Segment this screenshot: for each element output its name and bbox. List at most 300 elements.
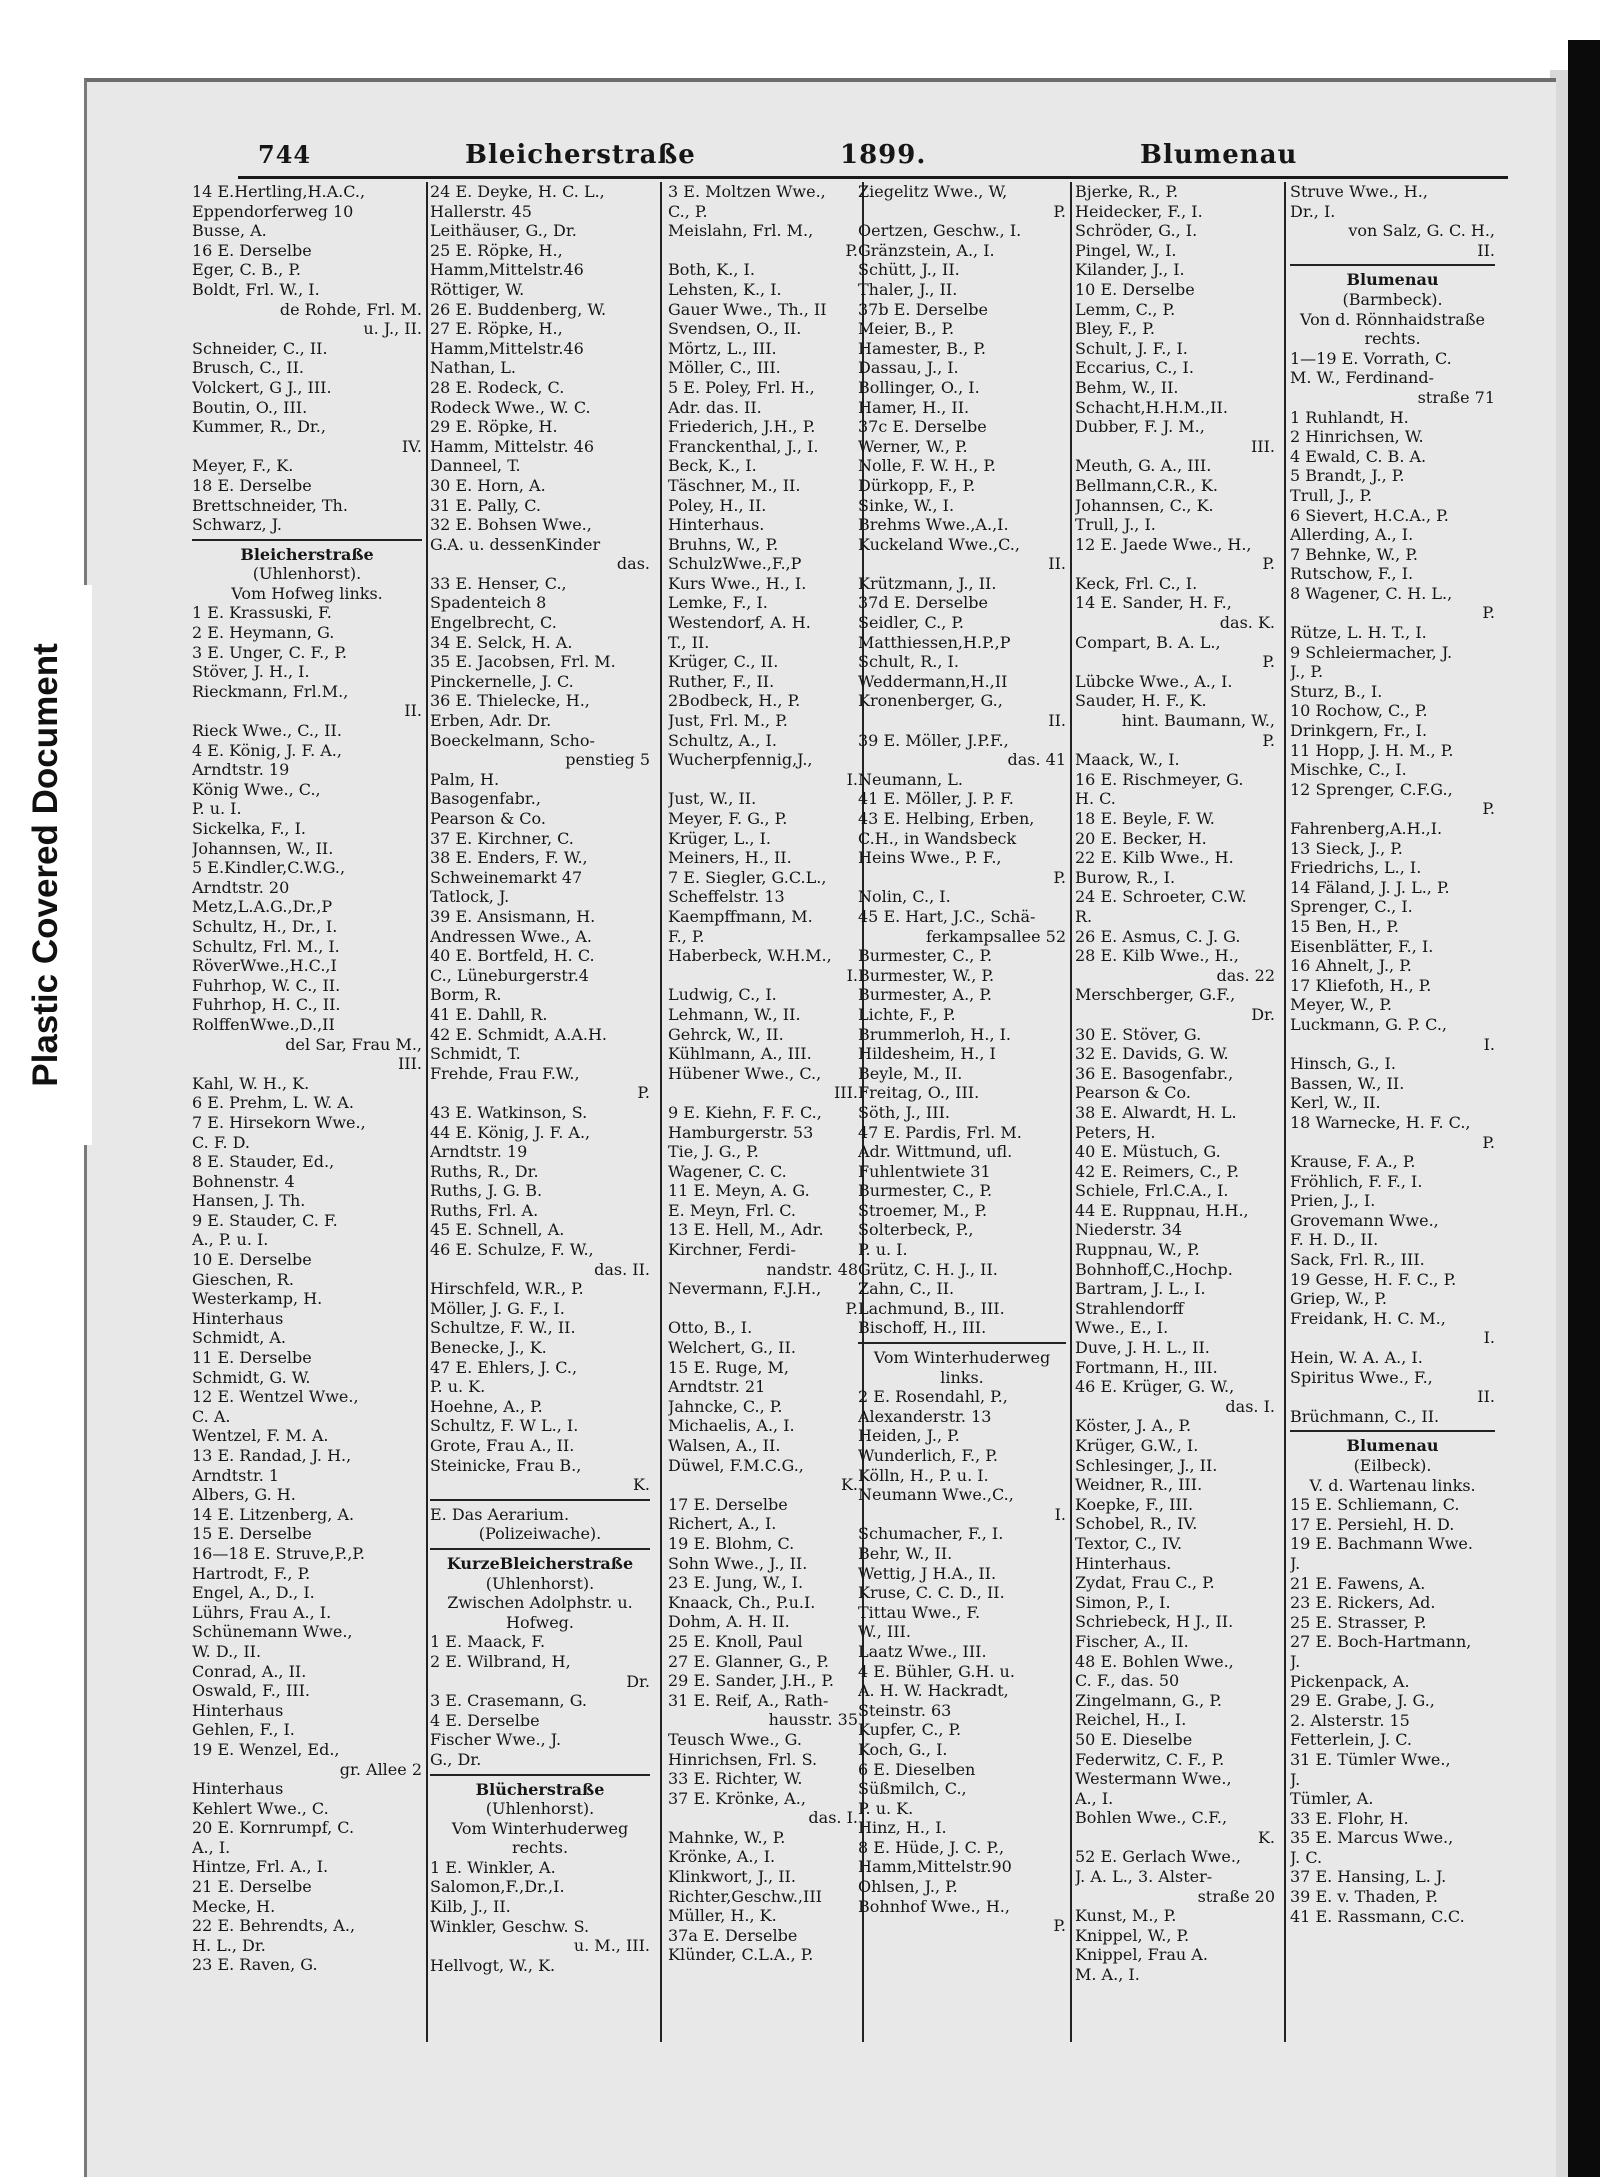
directory-line: Dassau, J., I. [858,358,959,378]
directory-line: 19 Gesse, H. F. C., P. [1290,1269,1457,1289]
directory-line: Hamester, B., P. [858,338,986,358]
directory-line: Hintze, Frl. A., I. [192,1857,329,1877]
directory-line: Hamer, H., II. [858,397,970,417]
directory-line: Schultz, A., I. [668,730,777,750]
directory-line: Zwischen Adolphstr. u. [447,1593,633,1613]
directory-line: 41 E. Rassmann, C.C. [1290,1906,1465,1926]
directory-line: Kilb, J., II. [430,1897,511,1917]
directory-line: Sack, Frl. R., III. [1290,1250,1425,1270]
directory-line: Tatlock, J. [430,887,510,907]
directory-line: Nevermann, F.J.H., [668,1279,822,1299]
directory-line: Duve, J. H. L., II. [1075,1338,1210,1358]
directory-line: Laatz Wwe., III. [858,1641,987,1661]
directory-line: 10 E. Derselbe [192,1250,312,1270]
column-divider [660,182,662,2042]
directory-line: Rieck Wwe., C., II. [192,721,342,741]
directory-line: Burmester, W., P. [858,965,995,985]
directory-line: 14 E.Hertling,H.A.C., [192,182,366,201]
directory-line: 1 E. Maack, F. [430,1632,546,1652]
directory-line: (Polizeiwache). [478,1524,602,1544]
directory-line: Süßmilch, C., [858,1779,967,1799]
directory-line: Burow, R., I. [1075,867,1176,887]
directory-line: 16 Ahnelt, J., P. [1290,956,1412,976]
directory-line: Gauer Wwe., Th., II [668,299,827,319]
directory-line: 9 E. Kiehn, F. F. C., [668,1102,822,1122]
directory-line: Ruppnau, W., P. [1075,1240,1200,1260]
directory-line: 8 Wagener, C. H. L., [1290,583,1453,603]
directory-line: Burmester, A., P. [858,985,992,1005]
directory-line: Freidank, H. C. M., [1290,1308,1446,1328]
directory-line: J. C. [1290,1847,1323,1867]
directory-line: Sauder, H. F., K. [1075,691,1207,711]
directory-line: Sohn Wwe., J., II. [668,1553,808,1573]
directory-line: del Sar, Frau M., [285,1034,422,1054]
directory-line: Richert, A., I. [668,1514,777,1534]
directory-line: Richter,Geschw.,III [668,1886,822,1906]
directory-line: 23 E. Raven, G. [192,1955,318,1975]
directory-line: Hinsch, G., I. [1290,1054,1396,1074]
directory-line: Sickelka, F., I. [192,819,306,838]
directory-line: II. [1477,1387,1495,1407]
directory-line: Schultze, F. W., II. [430,1318,576,1338]
directory-line: Fuhrhop, H. C., II. [192,995,341,1015]
directory-line: Schwarz, J. [192,515,282,535]
directory-line: Nathan, L. [430,358,516,378]
directory-line: Krüger, G.W., I. [1075,1436,1199,1455]
directory-line: Engel, A., D., I. [192,1583,315,1603]
directory-line: Heidecker, F., I. [1075,201,1203,221]
directory-line: 11 Hopp, J. H. M., P. [1290,740,1454,760]
directory-line: Kuckeland Wwe.,C., [858,534,1020,554]
directory-line: Knippel, W., P. [1075,1925,1190,1945]
directory-line: Kurs Wwe., H., I. [668,573,807,593]
directory-line: Sinke, W., I. [858,495,955,515]
directory-line: Schütt, J., II. [858,260,960,280]
directory-line: Engelbrecht, C. [430,613,557,633]
directory-line: Meier, B., P. [858,319,955,339]
directory-line: Simon, P., I. [1075,1592,1171,1612]
directory-line: Trull, J., I. [1075,515,1156,535]
directory-line: Boeckelmann, Scho- [430,730,595,750]
directory-line: P. [845,1298,858,1318]
header-rule [238,176,1508,179]
directory-line: 17 Kliefoth, H., P. [1290,975,1432,995]
directory-line: Bassen, W., II. [1290,1073,1405,1093]
directory-line: Schünemann Wwe., [192,1622,353,1642]
directory-line: Svendsen, O., II. [668,319,802,339]
directory-line: K. [1257,1827,1275,1847]
directory-line: 42 E. Reimers, C., P. [1075,1161,1240,1181]
directory-line: Both, K., I. [668,260,755,280]
directory-line: Reichel, H., I. [1075,1710,1187,1730]
directory-line: RolffenWwe.,D.,II [192,1014,335,1034]
directory-line: I. [846,965,858,985]
directory-line: Schiele, Frl.C.A., I. [1075,1181,1229,1201]
directory-line: 37b E. Derselbe [858,299,988,319]
directory-line: Mörtz, L., III. [668,338,777,358]
directory-line: Westermann Wwe., [1075,1769,1232,1789]
directory-line: 44 E. König, J. F. A., [430,1122,591,1142]
directory-line: Meyer, W., P. [1290,995,1392,1015]
directory-line: 18 Warnecke, H. F. C., [1290,1112,1471,1132]
directory-line: Tümler, A. [1290,1789,1374,1809]
directory-line: Franckenthal, J., I. [668,436,819,456]
directory-line: 14 E. Litzenberg, A. [192,1504,355,1524]
directory-line: III. [397,1054,422,1074]
directory-line: 34 E. Selck, H. A. [430,632,573,652]
directory-line: Hein, W. A. A., I. [1290,1348,1423,1368]
directory-line: Weidner, R., III. [1075,1475,1203,1495]
directory-line: Westendorf, A. H. [668,613,811,633]
directory-line: 13 E. Hell, M., Adr. [668,1220,824,1240]
directory-line: Andressen Wwe., A. [430,926,593,946]
directory-line: Schweinemarkt 47 [430,867,583,887]
directory-line: Erben, Adr. Dr. [430,711,552,731]
directory-line: Grovemann Wwe., [1290,1210,1439,1230]
directory-line: 29 E. Grabe, J. G., [1290,1691,1435,1711]
directory-line: das. II. [594,1259,650,1279]
directory-line: 23 E. Jung, W., I. [668,1573,804,1593]
directory-line: Täschner, M., II. [668,475,801,495]
directory-line: Ruths, J. G. B. [430,1181,543,1201]
directory-line: 3 E. Moltzen Wwe., [668,182,826,201]
section-rule [1290,1430,1495,1432]
directory-line: J. A. L., 3. Alster- [1075,1867,1213,1887]
directory-line: A., I. [1075,1788,1114,1808]
directory-line: 4 E. Bühler, G.H. u. [858,1661,1015,1681]
directory-line: 52 E. Gerlach Wwe., [1075,1847,1241,1867]
directory-line: RöverWwe.,H.C.,I [192,956,337,976]
directory-line: Fischer, A., II. [1075,1631,1189,1651]
directory-line: von Salz, G. C. H., [1348,221,1495,241]
directory-line: 33 E. Henser, C., [430,573,567,593]
directory-line: Düwel, F.M.C.G., [668,1455,804,1475]
directory-line: 11 E. Derselbe [192,1348,312,1368]
directory-line: P. [1482,603,1495,623]
directory-line: Schobel, R., IV. [1075,1514,1198,1534]
directory-line: Knaack, Ch., P.u.I. [668,1592,816,1612]
directory-line: 50 E. Dieselbe [1075,1729,1193,1749]
directory-line: Wettig, J H.A., II. [858,1563,997,1583]
directory-line: 17 E. Derselbe [668,1494,788,1514]
directory-line: 12 E. Wentzel Wwe., [192,1387,359,1407]
directory-line: Rütze, L. H. T., I. [1290,623,1427,643]
directory-line: Adr. das. II. [668,397,762,417]
directory-line: P. [1482,799,1495,819]
directory-line: Textor, C., IV. [1075,1533,1183,1553]
directory-line: 9 Schleiermacher, J. [1290,642,1453,662]
directory-line: Fetterlein, J. C. [1290,1730,1412,1750]
directory-line: Werner, W., P. [858,436,968,456]
directory-line: Allerding, A., I. [1290,525,1414,545]
directory-line: Johannsen, C., K. [1075,495,1214,515]
directory-line: Hinterhaus. [668,515,765,535]
directory-line: 46 E. Krüger, G. W., [1075,1377,1235,1397]
directory-line: Basogenfabr., [430,789,541,809]
directory-line: Kerl, W., II. [1290,1093,1381,1113]
directory-column-1 [192,182,422,1975]
directory-line: Lehsten, K., I. [668,279,782,299]
directory-line: Koepke, F., III. [1075,1494,1194,1514]
directory-line: Beyle, M., II. [858,1063,963,1083]
street-heading-left: Bleicherstraße [465,140,696,170]
directory-line: Hamm,Mittelstr.90 [858,1857,1012,1877]
directory-line: Hamm,Mittelstr.46 [430,260,584,280]
directory-line: Bohlen Wwe., C.F., [1075,1808,1228,1828]
directory-line: A., I. [192,1837,231,1857]
directory-line: I. [1054,1504,1066,1524]
directory-line: 9 E. Stauder, C. F. [192,1210,338,1230]
directory-line: Behr, W., II. [858,1543,953,1563]
directory-line: H. C. [1075,789,1116,809]
directory-line: Beck, K., I. [668,456,757,476]
directory-line: SchulzWwe.,F.,P [668,554,802,574]
directory-line: Krönke, A., I. [668,1847,776,1867]
directory-column-6 [1290,182,1495,1926]
directory-line: Bohnenstr. 4 [192,1171,295,1191]
directory-line: Arndtstr. 1 [192,1465,280,1485]
directory-line: Kölln, H., P. u. I. [858,1465,989,1485]
directory-line: 12 Sprenger, C.F.G., [1290,779,1453,799]
directory-line: Griep, W., P. [1290,1289,1387,1309]
directory-line: 22 E. Kilb Wwe., H. [1075,848,1234,868]
directory-line: Kruse, C. C. D., II. [858,1583,1005,1603]
directory-line: Hansen, J. Th. [192,1191,306,1211]
directory-line: Bollinger, O., I. [858,377,980,397]
directory-line: rechts. [511,1838,569,1858]
directory-line: Sprenger, C., I. [1290,897,1413,917]
directory-line: Fischer Wwe., J. [430,1730,562,1750]
directory-line: Schlesinger, J., II. [1075,1455,1218,1475]
directory-line: Fuhlentwiete 31 [858,1161,991,1181]
directory-line: (Uhlenhorst). [252,564,362,584]
directory-line: W., III. [858,1622,911,1642]
directory-line: 13 Sieck, J., P. [1290,838,1403,858]
directory-line: Rieckmann, Frl.M., [192,681,349,701]
directory-line: Schmidt, T. [430,1044,521,1064]
directory-line: 16 E. Derselbe [192,240,312,260]
year-heading: 1899. [840,140,927,170]
directory-line: I. [1483,1034,1495,1054]
directory-line: Bohnhoff,C.,Hochp. [1075,1259,1233,1279]
directory-line: u. J., II. [363,319,422,339]
directory-line: Schult, R., I. [858,652,959,672]
directory-line: Krüger, L., I. [668,828,771,848]
directory-line: 31 E. Pally, C. [430,495,541,515]
directory-line: Hoehne, A., P. [430,1396,543,1416]
directory-line: Rutschow, F., I. [1290,564,1414,584]
directory-line: Pearson & Co. [430,809,546,828]
directory-line: Knippel, Frau A. [1075,1945,1208,1965]
directory-line: A., P. u. I. [192,1230,269,1250]
directory-line: P. u. K. [430,1377,486,1397]
directory-line: Hübener Wwe., C., [668,1063,822,1083]
directory-line: Busse, A. [192,221,267,241]
directory-line: Dr. [1251,1004,1275,1024]
directory-line: 8 E. Stauder, Ed., [192,1152,335,1172]
directory-line: Klünder, C.L.A., P. [668,1945,814,1965]
directory-line: T., II. [668,632,710,652]
directory-line: Heins Wwe., P. F., [858,848,1002,868]
directory-line: 13 E. Randad, J. H., [192,1446,352,1465]
directory-line: Kirchner, Ferdi- [668,1240,796,1260]
directory-line: Hinterhaus [192,1308,284,1328]
directory-line: C. F., das. 50 [1075,1671,1180,1691]
directory-line: straße 71 [1417,387,1495,407]
directory-line: Maack, W., I. [1075,750,1180,770]
directory-line: 32 E. Bohsen Wwe., [430,515,592,535]
directory-line: II. [1048,554,1066,574]
directory-line: Zingelmann, G., P. [1075,1690,1222,1710]
directory-line: Hinrichsen, Frl. S. [668,1749,818,1769]
directory-line: 40 E. Müstuch, G. [1075,1142,1221,1162]
directory-line: Vom Hofweg links. [231,583,383,603]
directory-line: Compart, B. A. L., [1075,632,1221,652]
directory-line: Pickenpack, A. [1290,1671,1410,1691]
directory-line: gr. Allee 2 [339,1759,422,1779]
directory-line: Niederstr. 34 [1075,1220,1183,1240]
directory-line: 31 E. Tümler Wwe., [1290,1749,1451,1769]
directory-line: 37 E. Krönke, A., [668,1788,806,1808]
directory-line: 31 E. Reif, A., Rath- [668,1690,829,1710]
directory-line: P. [845,240,858,260]
directory-line: Heiden, J., P. [858,1426,960,1446]
directory-line: Boldt, Frl. W., I. [192,279,320,299]
directory-line: Kahl, W. H., K. [192,1073,310,1093]
directory-line: Strahlendorff [1075,1298,1184,1318]
directory-line: Wwe., E., I. [1075,1318,1169,1338]
directory-line: 1—19 E. Vorrath, C. [1290,348,1452,368]
directory-line: de Rohde, Frl. M. [279,299,422,319]
directory-line: 15 Ben, H., P. [1290,916,1399,936]
directory-line: 1 E. Winkler, A. [430,1857,556,1877]
directory-line: das. I. [808,1808,858,1828]
directory-line: Krüger, C., II. [668,652,779,672]
directory-line: P. u. I. [192,799,242,819]
directory-line: 26 E. Buddenberg, W. [430,299,607,319]
directory-line: Pingel, W., I. [1075,240,1177,260]
directory-line: K. [632,1475,650,1495]
directory-line: Walsen, A., II. [668,1436,781,1455]
directory-line: 19 E. Wenzel, Ed., [192,1739,340,1759]
directory-line: Lehmann, W., II. [668,1004,801,1024]
directory-line: 26 E. Asmus, C. J. G. [1075,926,1241,946]
directory-line: Hamm, Mittelstr. 46 [430,436,595,456]
directory-line: 22 E. Behrendts, A., [192,1916,356,1936]
directory-line: Pinckernelle, J. C. [430,671,574,691]
directory-line: 18 E. Beyle, F. W. [1075,809,1215,828]
directory-line: H. L., Dr. [192,1935,266,1955]
directory-line: Luckmann, G. P. C., [1290,1014,1447,1034]
directory-line: Brüchmann, C., II. [1290,1406,1440,1426]
directory-line: Kronenberger, G., [858,691,1003,711]
directory-line: 32 E. Davids, G. W. [1075,1044,1229,1064]
directory-line: P. [637,1083,650,1103]
directory-line: Möller, J. G. F., I. [430,1298,565,1318]
directory-line: Meislahn, Frl. M., [668,221,814,241]
directory-line: 19 E. Bachmann Wwe. [1290,1534,1473,1554]
directory-line: Brusch, C., II. [192,358,305,378]
directory-line: Peters, H. [1075,1122,1156,1142]
directory-line: 11 E. Meyn, A. G. [668,1181,810,1201]
directory-line: 47 E. Pardis, Frl. M. [858,1122,1022,1142]
directory-line: Gränzstein, A., I. [858,240,995,260]
directory-line: Volckert, G J., III. [192,377,332,397]
directory-line: Behm, W., II. [1075,377,1179,397]
directory-line: Bruhns, W., P. [668,534,779,554]
directory-line: Thaler, J., II. [858,279,958,299]
directory-line: Arndtstr. 19 [192,760,290,780]
directory-line: 10 E. Derselbe [1075,279,1195,299]
directory-line: R. [1075,906,1093,926]
directory-line: 4 Ewald, C. B. A. [1290,446,1427,466]
directory-line: 37a E. Derselbe [668,1925,798,1945]
directory-line: Schmidt, G. W. [192,1367,311,1387]
directory-line: 17 E. Persiehl, H. D. [1290,1514,1455,1534]
directory-line: Poley, H., II. [668,495,767,515]
directory-line: Ludwig, C., I. [668,985,777,1005]
directory-line: 18 E. Derselbe [192,475,312,495]
directory-line: 15 E. Schliemann, C. [1290,1495,1460,1515]
directory-line: Burmester, C., P. [858,1181,993,1201]
directory-line: Borm, R. [430,985,502,1005]
directory-line: M. A., I. [1075,1965,1140,1985]
directory-line: Schriebeck, H J., II. [1075,1612,1234,1632]
directory-line: Eger, C. B., P. [192,260,301,280]
directory-line: Prien, J., I. [1290,1191,1376,1211]
directory-line: Fortmann, H., III. [1075,1357,1218,1377]
directory-line: Möller, C., III. [668,358,781,378]
directory-line: 24 E. Deyke, H. C. L., [430,182,605,201]
directory-line: Struve Wwe., H., [1290,182,1428,201]
directory-line: I. [1483,1328,1495,1348]
directory-line: Von d. Rönnhaidstraße [1300,309,1485,329]
directory-line: P. [1262,730,1275,750]
directory-line: J. [1290,1769,1301,1789]
directory-line: 38 E. Alwardt, H. L. [1075,1102,1237,1122]
directory-line: Spiritus Wwe., F., [1290,1367,1433,1387]
directory-line: Ziegelitz Wwe., W, [858,182,1008,201]
directory-line: straße 20 [1197,1886,1275,1906]
directory-line: Mischke, C., I. [1290,760,1407,780]
directory-line: 16—18 E. Struve,P.,P. [192,1543,365,1563]
directory-line: Hinterhaus [192,1779,284,1799]
directory-line: Köster, J. A., P. [1075,1416,1192,1436]
directory-line: 44 E. Ruppnau, H.H., [1075,1200,1249,1220]
directory-line: 3 E. Crasemann, G. [430,1691,588,1711]
directory-line: Mahnke, W., P. [668,1827,786,1847]
section-rule [858,1342,1066,1344]
directory-line: Danneel, T. [430,456,521,476]
directory-line: Otto, B., I. [668,1318,753,1338]
directory-line: 41 E. Dahll, R. [430,1004,548,1024]
directory-line: 47 E. Ehlers, J. C., [430,1357,578,1377]
side-label: Plastic Covered Document [26,643,65,1087]
directory-line: rechts. [1364,329,1421,349]
directory-line: W. D., II. [192,1641,262,1661]
directory-line: Lührs, Frau A., I. [192,1602,332,1622]
section-heading: KurzeBleicherstraße [446,1553,634,1573]
directory-line: Müller, H., K. [668,1906,777,1926]
directory-line: Meyer, F., K. [192,456,294,476]
directory-line: E. Meyn, Frl. C. [668,1200,797,1220]
directory-line: Just, W., II. [668,789,757,809]
directory-line: Kühlmann, A., III. [668,1044,812,1064]
directory-line: 24 E. Schroeter, C.W. [1075,887,1247,907]
directory-line: Tie, J. G., P. [668,1142,759,1162]
directory-line: Schumacher, F., I. [858,1524,1004,1544]
directory-line: Grote, Frau A., II. [430,1436,575,1455]
